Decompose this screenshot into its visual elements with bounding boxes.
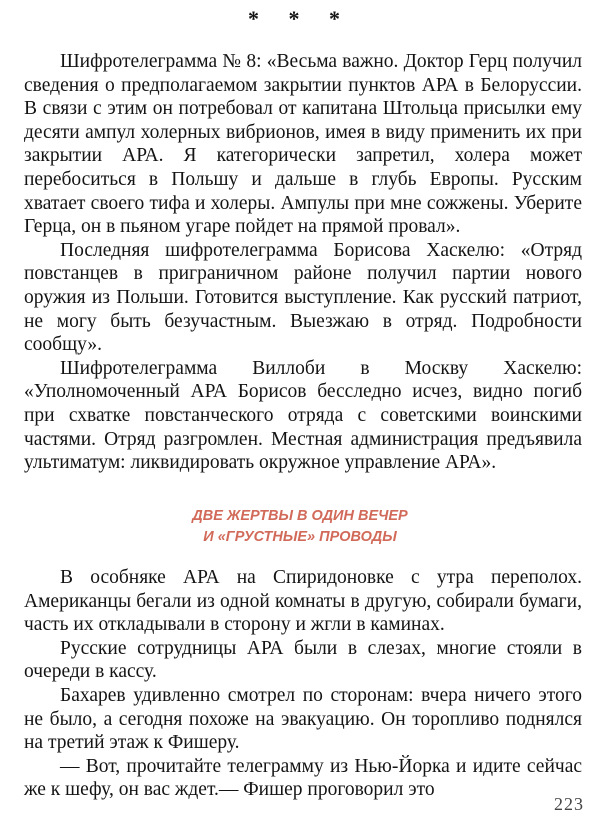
paragraph: Бахарев удивленно смотрел по сторонам: вчера ничего этого не было, а сегодня похоже на эвакуацию. Он торопливо поднялся на третий этаж к Фишеру. [24,684,582,754]
paragraph: — Вот, прочитайте телеграмму из Нью-Йорка и идите сейчас же к шефу, он вас ждет.— Фишер проговорил это [24,755,582,801]
paragraph: В особняке АРА на Спиридоновке с утра переполох. Американцы бегали из одной комнаты в другую, собирали бумаги, часть их откладывали в сторону и жгли в каминах. [24,567,582,636]
text-block-top [24,50,582,475]
chapter-heading-line-2: И «ГРУСТНЫЕ» ПРОВОДЫ [203,529,397,545]
text-block-bottom [24,566,582,802]
chapter-heading [0,506,600,548]
paragraph: Последняя шифротелеграмма Борисова Хаскелю: «Отряд повстанцев в приграничном районе получил партии нового оружия из Польши. Готовится выступление. Как русский патриот, не могу быть безучастным. Выезжаю в отряд. Подробности сообщу». [24,239,582,356]
paragraph: Шифротелеграмма № 8: «Весьма важно. Доктор Герц получил сведения о предполагаемом закрытии пунктов АРА в Белоруссии. В связи с этим он потребовал от капитана Штольца присылки ему десяти ампул холерных вибрионов, имея в виду применить их при закрытии АРА. Я категорически запретил, холера может перебоситься в Польшу и дальше в глубь Европы. Русским хватает своего тифа и холеры. Ампулы при мне сожжены. Уберите Герца, он в пьяном угаре пойдет на прямой провал». [24,51,582,238]
section-separator: * * * [248,6,352,31]
paragraph: Шифротелеграмма Виллоби в Москву Хаскелю: «Уполномоченный АРА Борисов бесследно исчез, видно погиб при схватке повстанческого отряда с советскими воинскими частями. Отряд разгромлен. Местная администрация предъявила ультиматум: ликвидировать окружное управление АРА». [24,357,582,474]
page-number: 223 [554,794,584,814]
chapter-heading-line-1: ДВЕ ЖЕРТВЫ В ОДИН ВЕЧЕР [192,508,408,524]
paragraph: Русские сотрудницы АРА были в слезах, многие стояли в очереди в кассу. [24,637,582,683]
